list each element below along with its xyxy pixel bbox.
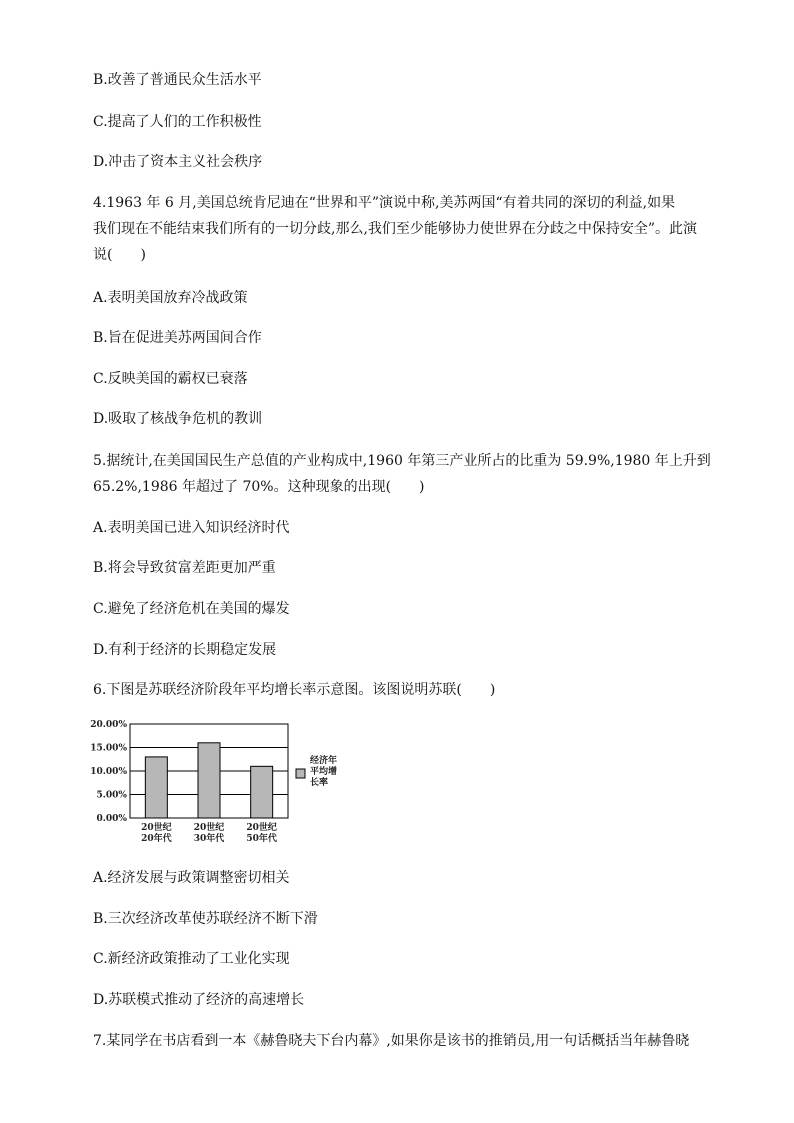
x-category-label: 20世纪 <box>246 823 277 833</box>
bar-chart-svg <box>90 716 390 856</box>
q4-option-b: B.旨在促进美苏两国间合作 <box>93 330 262 346</box>
growth-rate-chart <box>90 716 390 856</box>
q6-option-c: C.新经济政策推动了工业化实现 <box>93 951 290 967</box>
x-category-label: 20年代 <box>141 834 172 844</box>
q5-option-c: C.避免了经济危机在美国的爆发 <box>93 601 290 617</box>
q3-option-c: C.提高了人们的工作积极性 <box>93 114 262 130</box>
q5-option-a: A.表明美国已进入知识经济时代 <box>93 520 290 536</box>
x-category-label: 20世纪 <box>193 823 225 833</box>
q6-option-b: B.三次经济改革使苏联经济不断下滑 <box>93 911 318 927</box>
x-category-label: 50年代 <box>246 834 277 844</box>
q6-option-a: A.经济发展与政策调整密切相关 <box>93 870 290 886</box>
q4-option-d: D.吸取了核战争危机的教训 <box>93 411 263 427</box>
y-tick-label: 5.00% <box>96 790 127 801</box>
q4-stem-line1: 4.1963 年 6 月,美国总统肯尼迪在“世界和平”演说中称,美苏两国“有着共同的深切的利益,如果 <box>93 195 676 211</box>
q3-option-b: B.改善了普通民众生活水平 <box>93 72 262 88</box>
x-category-label: 20世纪 <box>141 823 172 833</box>
q6-option-d: D.苏联模式推动了经济的高速增长 <box>93 992 305 1008</box>
bar <box>198 743 220 818</box>
y-tick-label: 10.00% <box>90 767 127 777</box>
bar <box>145 757 167 818</box>
bar <box>251 766 273 818</box>
legend-label: 经济年 <box>310 756 338 766</box>
q7-stem: 7.某同学在书店看到一本《赫鲁晓夫下台内幕》,如果你是该书的推销员,用一句话概括当年赫鲁晓 <box>93 1033 690 1049</box>
q4-stem-line2: 我们现在不能结束我们所有的一切分歧,那么,我们至少能够协力使世界在分歧之中保持安全”。此演 <box>93 221 698 237</box>
y-tick-label: 20.00% <box>90 720 127 730</box>
q4-option-a: A.表明美国放弃冷战政策 <box>93 290 248 306</box>
q5-stem-line2: 65.2%,1986 年超过了 70%。这种现象的出现( ) <box>93 479 425 495</box>
q3-option-d: D.冲击了资本主义社会秩序 <box>93 154 263 170</box>
q5-stem-line1: 5.据统计,在美国国民生产总值的产业构成中,1960 年第三产业所占的比重为 59.9%,1980 年上升到 <box>93 453 711 469</box>
y-tick-label: 0.00% <box>96 814 127 824</box>
legend-swatch <box>296 769 305 778</box>
q5-option-d: D.有利于经济的长期稳定发展 <box>93 642 277 658</box>
q4-option-c: C.反映美国的霸权已衰落 <box>93 371 248 387</box>
legend-label: 平均增 <box>310 767 338 777</box>
q5-option-b: B.将会导致贫富差距更加严重 <box>93 560 276 576</box>
q6-stem: 6.下图是苏联经济阶段年平均增长率示意图。该图说明苏联( ) <box>93 682 496 698</box>
legend-label: 长率 <box>310 778 329 788</box>
q4-stem-line3: 说( ) <box>93 247 146 263</box>
y-tick-label: 15.00% <box>90 743 127 754</box>
x-category-label: 30年代 <box>193 834 225 844</box>
